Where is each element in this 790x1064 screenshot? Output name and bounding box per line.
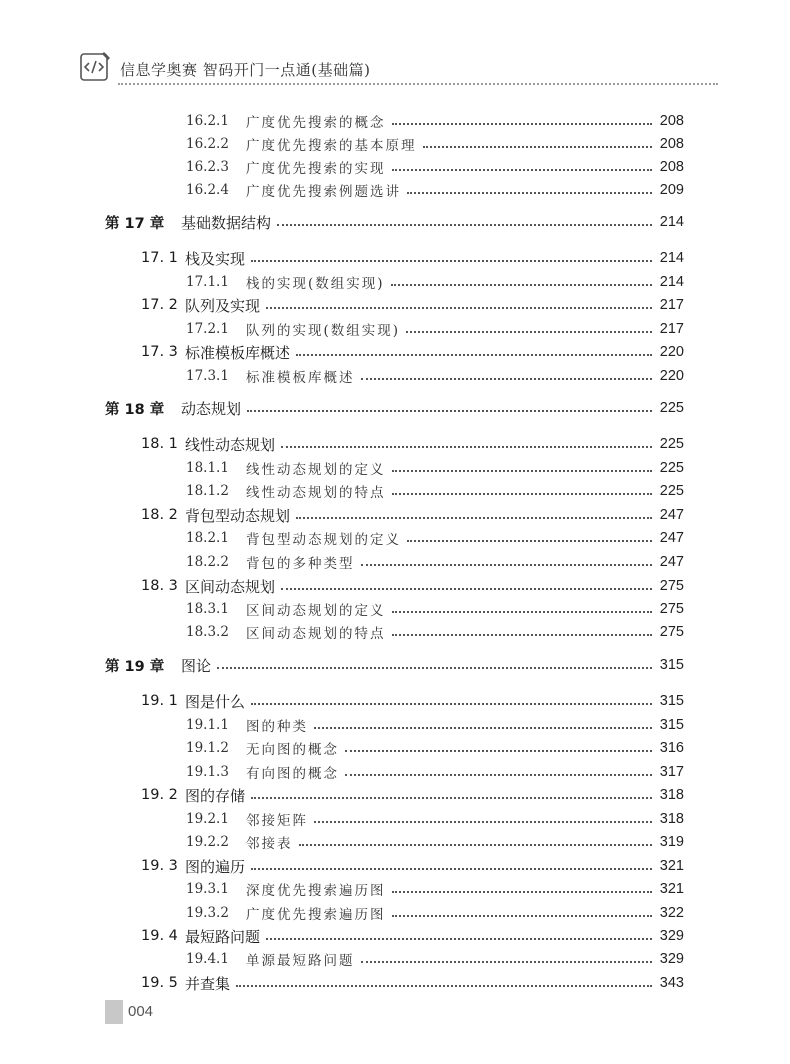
toc-entry-title: 最短路问题 bbox=[185, 927, 261, 946]
dot-leader bbox=[314, 821, 652, 823]
toc-sub-row[interactable] bbox=[186, 317, 684, 341]
dot-leader bbox=[345, 750, 652, 752]
toc-entry-title: 邻接表 bbox=[246, 836, 293, 852]
dot-leader bbox=[361, 378, 653, 380]
toc-entry-number: 16.2.1 bbox=[186, 113, 229, 129]
toc-sub-row[interactable] bbox=[186, 526, 684, 550]
toc-entry-number: 18.2.1 bbox=[186, 530, 229, 546]
toc-entry-page: 275 bbox=[659, 624, 684, 640]
toc-entry-page: 208 bbox=[659, 113, 684, 129]
toc-entry-page: 247 bbox=[659, 554, 684, 570]
toc-entry-number: 第 18 章 bbox=[105, 401, 165, 418]
toc-entry-title: 无向图的概念 bbox=[246, 742, 339, 758]
toc-entry-page: 321 bbox=[659, 881, 684, 897]
dot-leader bbox=[217, 667, 652, 669]
toc-section-row[interactable] bbox=[141, 689, 684, 713]
dot-leader bbox=[266, 938, 652, 940]
toc-entry-page: 318 bbox=[659, 811, 684, 827]
toc-entry-number: 19.2.1 bbox=[186, 811, 229, 827]
toc-sub-row[interactable] bbox=[186, 736, 684, 760]
toc-sub-row[interactable] bbox=[186, 760, 684, 784]
toc-entry-number: 17.1.1 bbox=[186, 274, 229, 290]
toc-entry-page: 220 bbox=[659, 344, 684, 360]
toc-entry-page: 275 bbox=[659, 578, 684, 594]
toc-section-row[interactable] bbox=[141, 432, 684, 456]
toc-entry-title: 栈及实现 bbox=[185, 249, 246, 268]
toc-entry-number: 19. 2 bbox=[141, 787, 178, 803]
toc-entry-title: 基础数据结构 bbox=[181, 213, 272, 232]
toc-sub-row[interactable] bbox=[186, 550, 684, 574]
toc-entry-number: 19.1.1 bbox=[186, 717, 229, 733]
dot-leader bbox=[296, 354, 652, 356]
toc-entry-title: 图的存储 bbox=[185, 786, 246, 805]
toc-entry-number: 19.1.3 bbox=[186, 764, 229, 780]
toc-section-row[interactable] bbox=[141, 574, 684, 598]
toc-entry-page: 315 bbox=[659, 657, 684, 673]
toc-entry-page: 329 bbox=[659, 951, 684, 967]
toc-entry-title: 广度优先搜索的基本原理 bbox=[246, 138, 417, 154]
toc-sub-row[interactable] bbox=[186, 155, 684, 179]
toc-entry-number: 16.2.3 bbox=[186, 159, 229, 175]
dot-leader bbox=[392, 634, 653, 636]
toc-entry-title: 动态规划 bbox=[181, 399, 242, 418]
toc-entry-number: 18.3.2 bbox=[186, 624, 229, 640]
toc-entry-number: 第 19 章 bbox=[105, 658, 165, 675]
toc-entry-page: 247 bbox=[659, 530, 684, 546]
toc-entry-title: 队列的实现(数组实现) bbox=[246, 323, 401, 339]
toc-entry-page: 316 bbox=[659, 740, 684, 756]
toc-entry-page: 247 bbox=[659, 507, 684, 523]
toc-entry-title: 广度优先搜索例题选讲 bbox=[246, 184, 401, 200]
toc-entry-number: 19. 1 bbox=[141, 693, 178, 709]
toc-chapter-row[interactable] bbox=[105, 396, 684, 420]
toc-section-row[interactable] bbox=[141, 503, 684, 527]
toc-entry-title: 并查集 bbox=[185, 974, 231, 993]
toc-entry-page: 208 bbox=[659, 136, 684, 152]
toc-entry-page: 319 bbox=[659, 834, 684, 850]
toc-sub-row[interactable] bbox=[186, 620, 684, 644]
toc-sub-row[interactable] bbox=[186, 807, 684, 831]
dot-leader bbox=[314, 727, 652, 729]
toc-sub-row[interactable] bbox=[186, 947, 684, 971]
toc-entry-title: 广度优先搜索的实现 bbox=[246, 161, 386, 177]
toc-sub-row[interactable] bbox=[186, 877, 684, 901]
toc-entry-number: 17. 2 bbox=[141, 297, 178, 313]
toc-entry-number: 18. 2 bbox=[141, 507, 178, 523]
toc-entry-title: 广度优先搜索的概念 bbox=[246, 115, 386, 131]
dot-leader bbox=[407, 192, 652, 194]
toc-section-row[interactable] bbox=[141, 971, 684, 995]
toc-entry-page: 214 bbox=[659, 250, 684, 266]
toc-entry-title: 图的种类 bbox=[246, 719, 308, 735]
toc-entry-number: 17. 1 bbox=[141, 250, 178, 266]
toc-entry-number: 19. 3 bbox=[141, 858, 178, 874]
dot-leader bbox=[406, 331, 652, 333]
toc-entry-number: 19. 5 bbox=[141, 975, 178, 991]
toc-entry-title: 邻接矩阵 bbox=[246, 813, 308, 829]
toc-entry-page: 315 bbox=[659, 717, 684, 733]
toc-entry-title: 背包型动态规划的定义 bbox=[246, 532, 401, 548]
toc-entry-page: 217 bbox=[659, 297, 684, 313]
toc-entry-title: 标准模板库概述 bbox=[246, 370, 355, 386]
toc-entry-number: 19.4.1 bbox=[186, 951, 229, 967]
dot-leader bbox=[361, 961, 653, 963]
toc-entry-number: 19. 4 bbox=[141, 928, 178, 944]
toc-sub-row[interactable] bbox=[186, 270, 684, 294]
dot-leader bbox=[277, 224, 652, 226]
toc-chapter-row[interactable] bbox=[105, 653, 684, 677]
footer-page-marker bbox=[105, 1000, 123, 1024]
toc-sub-row[interactable] bbox=[186, 830, 684, 854]
toc-entry-page: 217 bbox=[659, 321, 684, 337]
toc-section-row[interactable] bbox=[141, 783, 684, 807]
dot-leader bbox=[392, 891, 653, 893]
toc-entry-page: 225 bbox=[659, 400, 684, 416]
toc-entry-page: 315 bbox=[659, 693, 684, 709]
toc-entry-number: 19.1.2 bbox=[186, 740, 229, 756]
toc-entry-page: 225 bbox=[659, 436, 684, 452]
toc-entry-title: 队列及实现 bbox=[185, 296, 261, 315]
toc-entry-page: 322 bbox=[659, 905, 684, 921]
toc-entry-page: 318 bbox=[659, 787, 684, 803]
header-divider bbox=[118, 83, 718, 85]
toc-entry-title: 线性动态规划 bbox=[185, 435, 276, 454]
toc-entry-number: 18. 1 bbox=[141, 436, 178, 452]
dot-leader bbox=[247, 410, 652, 412]
toc-entry-page: 225 bbox=[659, 460, 684, 476]
page-number: 004 bbox=[128, 1003, 154, 1020]
toc-entry-page: 275 bbox=[659, 601, 684, 617]
toc-entry-page: 209 bbox=[659, 182, 684, 198]
toc-section-row[interactable] bbox=[141, 924, 684, 948]
toc-entry-title: 栈的实现(数组实现) bbox=[246, 276, 385, 292]
toc-entry-title: 单源最短路问题 bbox=[246, 953, 355, 969]
toc-entry-number: 16.2.4 bbox=[186, 182, 229, 198]
toc-sub-row[interactable] bbox=[186, 597, 684, 621]
dot-leader bbox=[251, 797, 652, 799]
toc-entry-title: 背包的多种类型 bbox=[246, 556, 355, 572]
toc-entry-page: 220 bbox=[659, 368, 684, 384]
toc-entry-number: 17.3.1 bbox=[186, 368, 229, 384]
dot-leader bbox=[281, 446, 652, 448]
toc-entry-title: 背包型动态规划 bbox=[185, 506, 291, 525]
toc-entry-number: 17.2.1 bbox=[186, 321, 229, 337]
toc-entry-page: 343 bbox=[659, 975, 684, 991]
toc-sub-row[interactable] bbox=[186, 479, 684, 503]
toc-sub-row[interactable] bbox=[186, 178, 684, 202]
dot-leader bbox=[392, 123, 653, 125]
code-document-icon bbox=[78, 50, 112, 84]
toc-entry-page: 214 bbox=[659, 274, 684, 290]
dot-leader bbox=[345, 774, 652, 776]
toc-section-row[interactable] bbox=[141, 246, 684, 270]
dot-leader bbox=[299, 844, 653, 846]
toc-entry-title: 图的遍历 bbox=[185, 857, 246, 876]
toc-entry-title: 线性动态规划的定义 bbox=[246, 462, 386, 478]
toc-entry-title: 区间动态规划的特点 bbox=[246, 626, 386, 642]
dot-leader bbox=[392, 169, 653, 171]
toc-entry-page: 208 bbox=[659, 159, 684, 175]
toc-entry-page: 329 bbox=[659, 928, 684, 944]
toc-section-row[interactable] bbox=[141, 293, 684, 317]
toc-section-row[interactable] bbox=[141, 340, 684, 364]
toc-sub-row[interactable] bbox=[186, 901, 684, 925]
toc-entry-number: 第 17 章 bbox=[105, 215, 165, 232]
toc-entry-title: 图论 bbox=[181, 656, 212, 675]
dot-leader bbox=[392, 493, 653, 495]
dot-leader bbox=[251, 868, 652, 870]
toc-section-row[interactable] bbox=[141, 854, 684, 878]
dot-leader bbox=[423, 146, 653, 148]
toc-sub-row[interactable] bbox=[186, 132, 684, 156]
toc-sub-row[interactable] bbox=[186, 109, 684, 133]
toc-entry-number: 18.1.1 bbox=[186, 460, 229, 476]
toc-entry-number: 18.1.2 bbox=[186, 483, 229, 499]
toc-entry-title: 区间动态规划的定义 bbox=[246, 603, 386, 619]
dot-leader bbox=[392, 611, 653, 613]
dot-leader bbox=[251, 703, 652, 705]
toc-chapter-row[interactable] bbox=[105, 210, 684, 234]
toc-entry-page: 317 bbox=[659, 764, 684, 780]
toc-entry-page: 214 bbox=[659, 214, 684, 230]
dot-leader bbox=[392, 470, 653, 472]
toc-entry-number: 16.2.2 bbox=[186, 136, 229, 152]
dot-leader bbox=[407, 540, 652, 542]
toc-entry-page: 321 bbox=[659, 858, 684, 874]
page-header bbox=[78, 46, 718, 86]
toc-entry-number: 18.2.2 bbox=[186, 554, 229, 570]
toc-entry-title: 深度优先搜索遍历图 bbox=[246, 883, 386, 899]
toc-entry-number: 18.3.1 bbox=[186, 601, 229, 617]
toc-sub-row[interactable] bbox=[186, 364, 684, 388]
toc-entry-page: 225 bbox=[659, 483, 684, 499]
dot-leader bbox=[266, 307, 652, 309]
toc-entry-number: 19.3.1 bbox=[186, 881, 229, 897]
toc-entry-title: 广度优先搜索遍历图 bbox=[246, 907, 386, 923]
toc-entry-title: 标准模板库概述 bbox=[185, 343, 291, 362]
dot-leader bbox=[251, 260, 652, 262]
dot-leader bbox=[236, 985, 652, 987]
toc-entry-number: 17. 3 bbox=[141, 344, 178, 360]
dot-leader bbox=[281, 588, 652, 590]
toc-entry-title: 图是什么 bbox=[185, 692, 246, 711]
toc-entry-number: 19.2.2 bbox=[186, 834, 229, 850]
toc-entry-title: 有向图的概念 bbox=[246, 766, 339, 782]
toc-entry-title: 线性动态规划的特点 bbox=[246, 485, 386, 501]
toc-sub-row[interactable] bbox=[186, 713, 684, 737]
toc-entry-number: 18. 3 bbox=[141, 578, 178, 594]
dot-leader bbox=[361, 564, 653, 566]
toc-entry-title: 区间动态规划 bbox=[185, 577, 276, 596]
dot-leader bbox=[296, 517, 652, 519]
header-title: 信息学奥赛 智码开门一点通(基础篇) bbox=[120, 61, 371, 79]
toc-sub-row[interactable] bbox=[186, 456, 684, 480]
dot-leader bbox=[392, 915, 653, 917]
toc-entry-number: 19.3.2 bbox=[186, 905, 229, 921]
dot-leader bbox=[391, 284, 652, 286]
